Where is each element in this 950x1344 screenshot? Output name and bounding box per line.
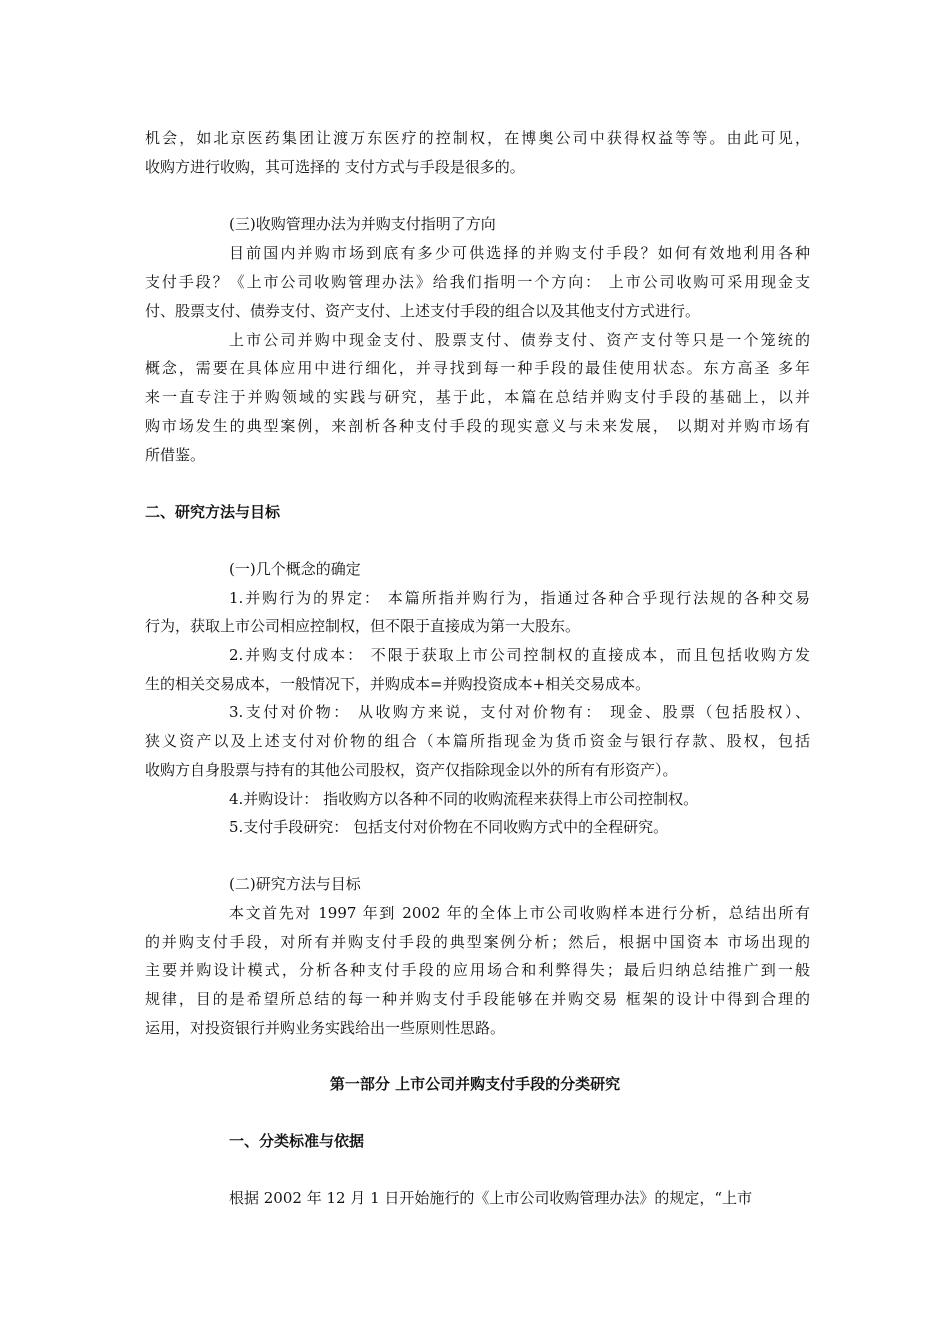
text-line: 目前国内并购市场到底有多少可供选择的并购支付手段？如何有效地利用各种 bbox=[229, 244, 810, 262]
text-line: 来一直专注于并购领域的实践与研究，基于此，本篇在总结并购支付手段的基础上，以并 bbox=[145, 388, 810, 406]
text-line: 生的相关交易成本，一般情况下，并购成本=并购投资成本+相关交易成本。 bbox=[145, 675, 651, 693]
text-line: 支付手段？《上市公司收购管理办法》给我们指明一个方向： 上市公司收购可采用现金支 bbox=[145, 273, 810, 291]
section-heading: 二、研究方法与目标 bbox=[145, 503, 281, 521]
text-line: 的并购支付手段，对所有并购支付手段的典型案例分析；然后，根据中国资本 市场出现的 bbox=[145, 933, 810, 951]
text-line: 狭义资产以及上述支付对价物的组合（本篇所指现金为货币资金与银行存款、股权，包括 bbox=[145, 732, 810, 750]
text-line: 5.支付手段研究： 包括支付对价物在不同收购方式中的全程研究。 bbox=[229, 818, 669, 836]
text-line: 运用，对投资银行并购业务实践给出一些原则性思路。 bbox=[145, 1019, 506, 1037]
text-line: 主要并购设计模式，分析各种支付手段的应用场合和利弊得失；最后归纳总结推广到一般 bbox=[145, 961, 810, 979]
section-heading: 一、分类标准与依据 bbox=[229, 1132, 365, 1150]
part-title: 第一部分 上市公司并购支付手段的分类研究 bbox=[329, 1075, 621, 1093]
text-line: 规律，目的是希望所总结的每一种并购支付手段能够在并购交易 框架的设计中得到合理的 bbox=[145, 990, 810, 1008]
text-line: 收购方自身股票与持有的其他公司股权，资产仅指除现金以外的所有有形资产）。 bbox=[145, 761, 678, 779]
subsection-title: (一)几个概念的确定 bbox=[229, 560, 361, 578]
text-line: 2.并购支付成本： 不限于获取上市公司控制权的直接成本，而且包括收购方发 bbox=[229, 646, 810, 664]
subsection-title: (二)研究方法与目标 bbox=[229, 875, 361, 893]
text-line: 本文首先对 1997 年到 2002 年的全体上市公司收购样本进行分析，总结出所有 bbox=[229, 904, 810, 922]
text-line: 1.并购行为的界定： 本篇所指并购行为，指通过各种合乎现行法规的各种交易 bbox=[229, 589, 810, 607]
text-line: 概念，需要在具体应用中进行细化，并寻找到每一种手段的最佳使用状态。东方高圣 多年 bbox=[145, 359, 810, 377]
text-line: 3.支付对价物： 从收购方来说，支付对价物有： 现金、股票（包括股权）、 bbox=[229, 703, 810, 721]
subsection-title: (三)收购管理办法为并购支付指明了方向 bbox=[229, 215, 496, 233]
text-line: 机会，如北京医药集团让渡万东医疗的控制权，在博奥公司中获得权益等等。由此可见， bbox=[145, 129, 810, 147]
text-line: 收购方进行收购，其可选择的 支付方式与手段是很多的。 bbox=[145, 158, 525, 176]
text-line: 行为，获取上市公司相应控制权，但不限于直接成为第一大股东。 bbox=[145, 617, 581, 635]
text-line: 付、股票支付、债券支付、资产支付、上述支付手段的组合以及其他支付方式进行。 bbox=[145, 302, 701, 320]
text-line: 根据 2002 年 12 月 1 日开始施行的《上市公司收购管理办法》的规定，“上市 bbox=[229, 1189, 753, 1207]
text-line: 4.并购设计： 指收购方以各种不同的收购流程来获得上市公司控制权。 bbox=[229, 790, 699, 808]
text-line: 购市场发生的典型案例，来剖析各种支付手段的现实意义与未来发展， 以期对并购市场有 bbox=[145, 417, 810, 435]
text-line: 所借鉴。 bbox=[145, 446, 206, 464]
text-line: 上市公司并购中现金支付、股票支付、债券支付、资产支付等只是一个笼统的 bbox=[229, 331, 810, 349]
